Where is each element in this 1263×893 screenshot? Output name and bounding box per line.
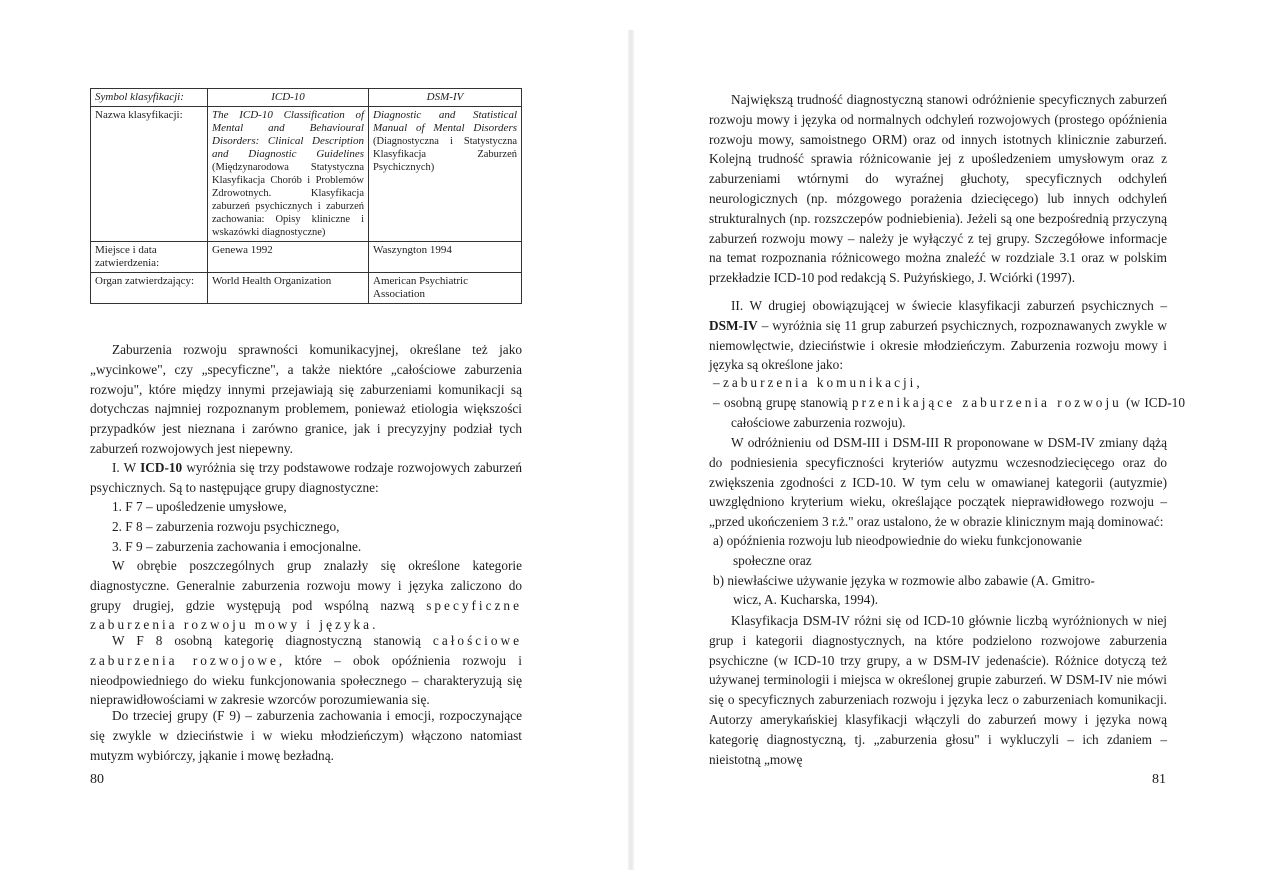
paragraph: Zaburzenia rozwoju sprawności komunikacyjnej, określane też jako „wycinkowe", czy „specyficzne", a także niektóre „całościowe zaburzenia rozwoju", które między innymi przejawiają się zaburzeniami komunikacji są dotychczas najmniej rozpoznanym problemem, ponieważ etiologia większości przypadków jest nieznana i zarówno granice, jak i precyzyjny podział tych zaburzeń rozwojowych jest niepewny. bbox=[90, 342, 522, 456]
spaced-term: specyficzne zaburzenia rozwoju mowy i języka bbox=[90, 597, 522, 633]
bold-term: DSM-IV bbox=[709, 317, 758, 333]
table-cell: Waszyngton 1994 bbox=[369, 242, 522, 273]
right-page bbox=[631, 0, 1263, 893]
dsm-title: Diagnostic and Statistical Manual of Mental Disorders bbox=[373, 109, 517, 134]
text-run: , które – obok opóźnienia rozwoju i nieodpowiedniego do wieku funkcjonowania społecznego – charakteryzują się nieprawidłowościami w zakresie wzorców porozumiewania się. bbox=[90, 652, 522, 708]
dsm-title-pl: (Diagnostyczna i Statystyczna Klasyfikacja Zaburzeń Psychicznych) bbox=[373, 136, 517, 173]
list-item: 2. F 8 – zaburzenia rozwoju psychicznego, bbox=[112, 518, 340, 534]
table-cell: American Psychiatric Association bbox=[369, 273, 522, 304]
text-run: II. W drugiej obowiązującej w świecie klasyfikacji zaburzeń psychicznych – bbox=[731, 298, 1167, 313]
paragraph bbox=[90, 458, 522, 498]
list-item: społeczne oraz bbox=[733, 552, 812, 568]
paragraph bbox=[709, 296, 1167, 375]
text-run: – wyróżnia się 11 grup zaburzeń psychicznych, rozpoznawanych zwykle w niemowlęctwie, dzieciństwie i okresie młodzieńczym. Zaburzenia rozwoju mowy i języka są określone jako: bbox=[709, 317, 1167, 373]
icd-title-pl: (Międzynarodowa Statystyczna Klasyfikacja Chorób i Problemów Zdrowotnych. Klasyfikacja zaburzeń psychicznych i zaburzeń zachowania: Opisy kliniczne i wskazówki diagnostyczne) bbox=[212, 162, 364, 238]
page-number: 80 bbox=[90, 772, 104, 787]
list-item: 3. F 9 – zaburzenia zachowania i emocjonalne. bbox=[112, 538, 362, 554]
table-cell bbox=[208, 107, 369, 242]
list-item: wicz, A. Kucharska, 1994). bbox=[733, 592, 879, 608]
table-row bbox=[91, 107, 522, 242]
table-cell: World Health Organization bbox=[208, 273, 369, 304]
text-run: osobną grupę stanowią bbox=[723, 395, 852, 410]
icd-title: The ICD-10 Classification of Mental and Behavioural Disorders: Clinical Description and Diagnostic Guidelines bbox=[212, 109, 364, 160]
list-item: a) opóźnienia rozwoju lub nieodpowiednie do wieku funkcjonowanie bbox=[713, 533, 1082, 548]
text-run: wyróżnia się trzy podstawowe rodzaje rozwojowych zaburzeń psychicznych. Są to następujące grupy diagnostyczne: bbox=[90, 460, 522, 495]
paragraph: W odróżnieniu od DSM-III i DSM-III R proponowane w DSM-IV zmiany dążą do podniesienia specyficzności kryteriów autyzmu wczesnodziecięcego oraz do zwiększenia zgodności z ICD-10. W tym celu w omawianej kategorii (autyzmie) uwzględniono kryterium wieku, określające początek nieprawidłowego rozwoju – „przed ukończeniem 3 r.ż." oraz ustalono, że w obrazie klinicznym mają dominować: bbox=[709, 435, 1167, 530]
table-cell: Genewa 1992 bbox=[208, 242, 369, 273]
text-run: W F 8 osobną kategorię diagnostyczną stanowią bbox=[112, 633, 433, 648]
paragraph bbox=[90, 631, 522, 710]
text-run: (w ICD-10 całościowe zaburzenia rozwoju). bbox=[731, 395, 1185, 430]
table-header: DSM-IV bbox=[369, 89, 522, 107]
paragraph bbox=[90, 556, 522, 635]
table-header: Symbol klasyfikacji: bbox=[91, 89, 208, 107]
text-run: I. W bbox=[112, 460, 141, 475]
left-page bbox=[0, 0, 631, 893]
table-cell: Miejsce i data zatwierdzenia: bbox=[91, 242, 208, 273]
spaced-term: przenikające zaburzenia rozwoju bbox=[851, 395, 1122, 410]
criteria-list bbox=[713, 531, 1095, 610]
dash-item: – zaburzenia komunikacji, bbox=[713, 375, 923, 390]
table-cell bbox=[369, 107, 522, 242]
list-item: 1. F 7 – upośledzenie umysłowe, bbox=[112, 499, 287, 514]
paragraph: Klasyfikacja DSM-IV różni się od ICD-10 głównie liczbą wyróżnionych w niej grup i kategorii diagnostycznych, na które podzielono rozwojowe zaburzenia psychiczne (w ICD-10 trzy grupy, a w DSM-IV jedenaście). Różnice dotyczą też używanej terminologii i miejsca w określonej grupie zaburzeń. W DSM-IV nie mówi się o specyficznych zaburzeniach rozwoju i języka lecz o zaburzeniach komunikacji. Autorzy amerykańskiej klasyfikacji włączyli do zaburzeń mowy i języka nową kategorię diagnostyczną, tj. „zaburzenia głosu" i wykluczyli – ich zdaniem – nieistotną „mowę bbox=[709, 613, 1167, 767]
table-header-row bbox=[91, 89, 522, 107]
dash-item: – osobną grupę stanowią przenikające zaburzenia rozwoju (w ICD-10 całościowe zaburzenia rozwoju). bbox=[713, 395, 1185, 430]
paragraph: Największą trudność diagnostyczną stanowi odróżnienie specyficznych zaburzeń rozwoju mowy i języka od normalnych odchyleń rozwojowych (prostego opóźnienia rozwoju mowy, samoistnego ORM) oraz od innych istotnych klinicznie zaburzeń. Kolejną trudność sprawia różnicowanie jej z upośledzeniem umysłowym oraz z zaburzeniami wtórnymi do wyraźnej głuchoty, specyficznych odchyleń neurologicznych (np. mózgowego porażenia dziecięcego) lub innych odchyleń strukturalnych (np. rozszczepów podniebienia). Jeżeli są one bezpośrednią przyczyną zaburzeń rozwoju mowy – należy je wyłączyć z tej grupy. Szczegółowe informacje na temat rozpoznania różnicowego można znaleźć w rozdziale 3.1 oraz w polskim przekładzie ICD-10 pod redakcją S. Pużyńskiego, J. Wciórki (1997). bbox=[709, 92, 1167, 286]
text-run: . bbox=[372, 617, 376, 633]
text-run: W obrębie poszczególnych grup znalazły się określone kategorie diagnostyczne. Generalnie zaburzenia rozwoju mowy i języka zaliczono do grupy drugiej, gdzie występują pod wspólną nazwą bbox=[90, 558, 522, 613]
table-row bbox=[91, 273, 522, 304]
page-number: 81 bbox=[1152, 772, 1166, 787]
bold-term: ICD-10 bbox=[140, 460, 183, 475]
list-item: b) niewłaściwe używanie języka w rozmowie albo zabawie (A. Gmitro- bbox=[713, 572, 1095, 588]
icd-group-list bbox=[112, 497, 361, 556]
table-row bbox=[91, 242, 522, 273]
spaced-term: całościowe zaburzenia rozwojowe bbox=[90, 633, 522, 668]
table-cell: Organ zatwierdzający: bbox=[91, 273, 208, 304]
table-header: ICD-10 bbox=[208, 89, 369, 107]
classification-table bbox=[90, 88, 522, 304]
paragraph: Do trzeciej grupy (F 9) – zaburzenia zachowania i emocji, rozpoczynające się zwykle w dzieciństwie i w wieku młodzieńczym) włączono natomiast mutyzm wybiórczy, jąkanie i mowę bezładną. bbox=[90, 708, 522, 763]
table-cell: Nazwa klasyfikacji: bbox=[91, 107, 208, 242]
spaced-term: zaburzenia komunikacji, bbox=[722, 375, 923, 390]
